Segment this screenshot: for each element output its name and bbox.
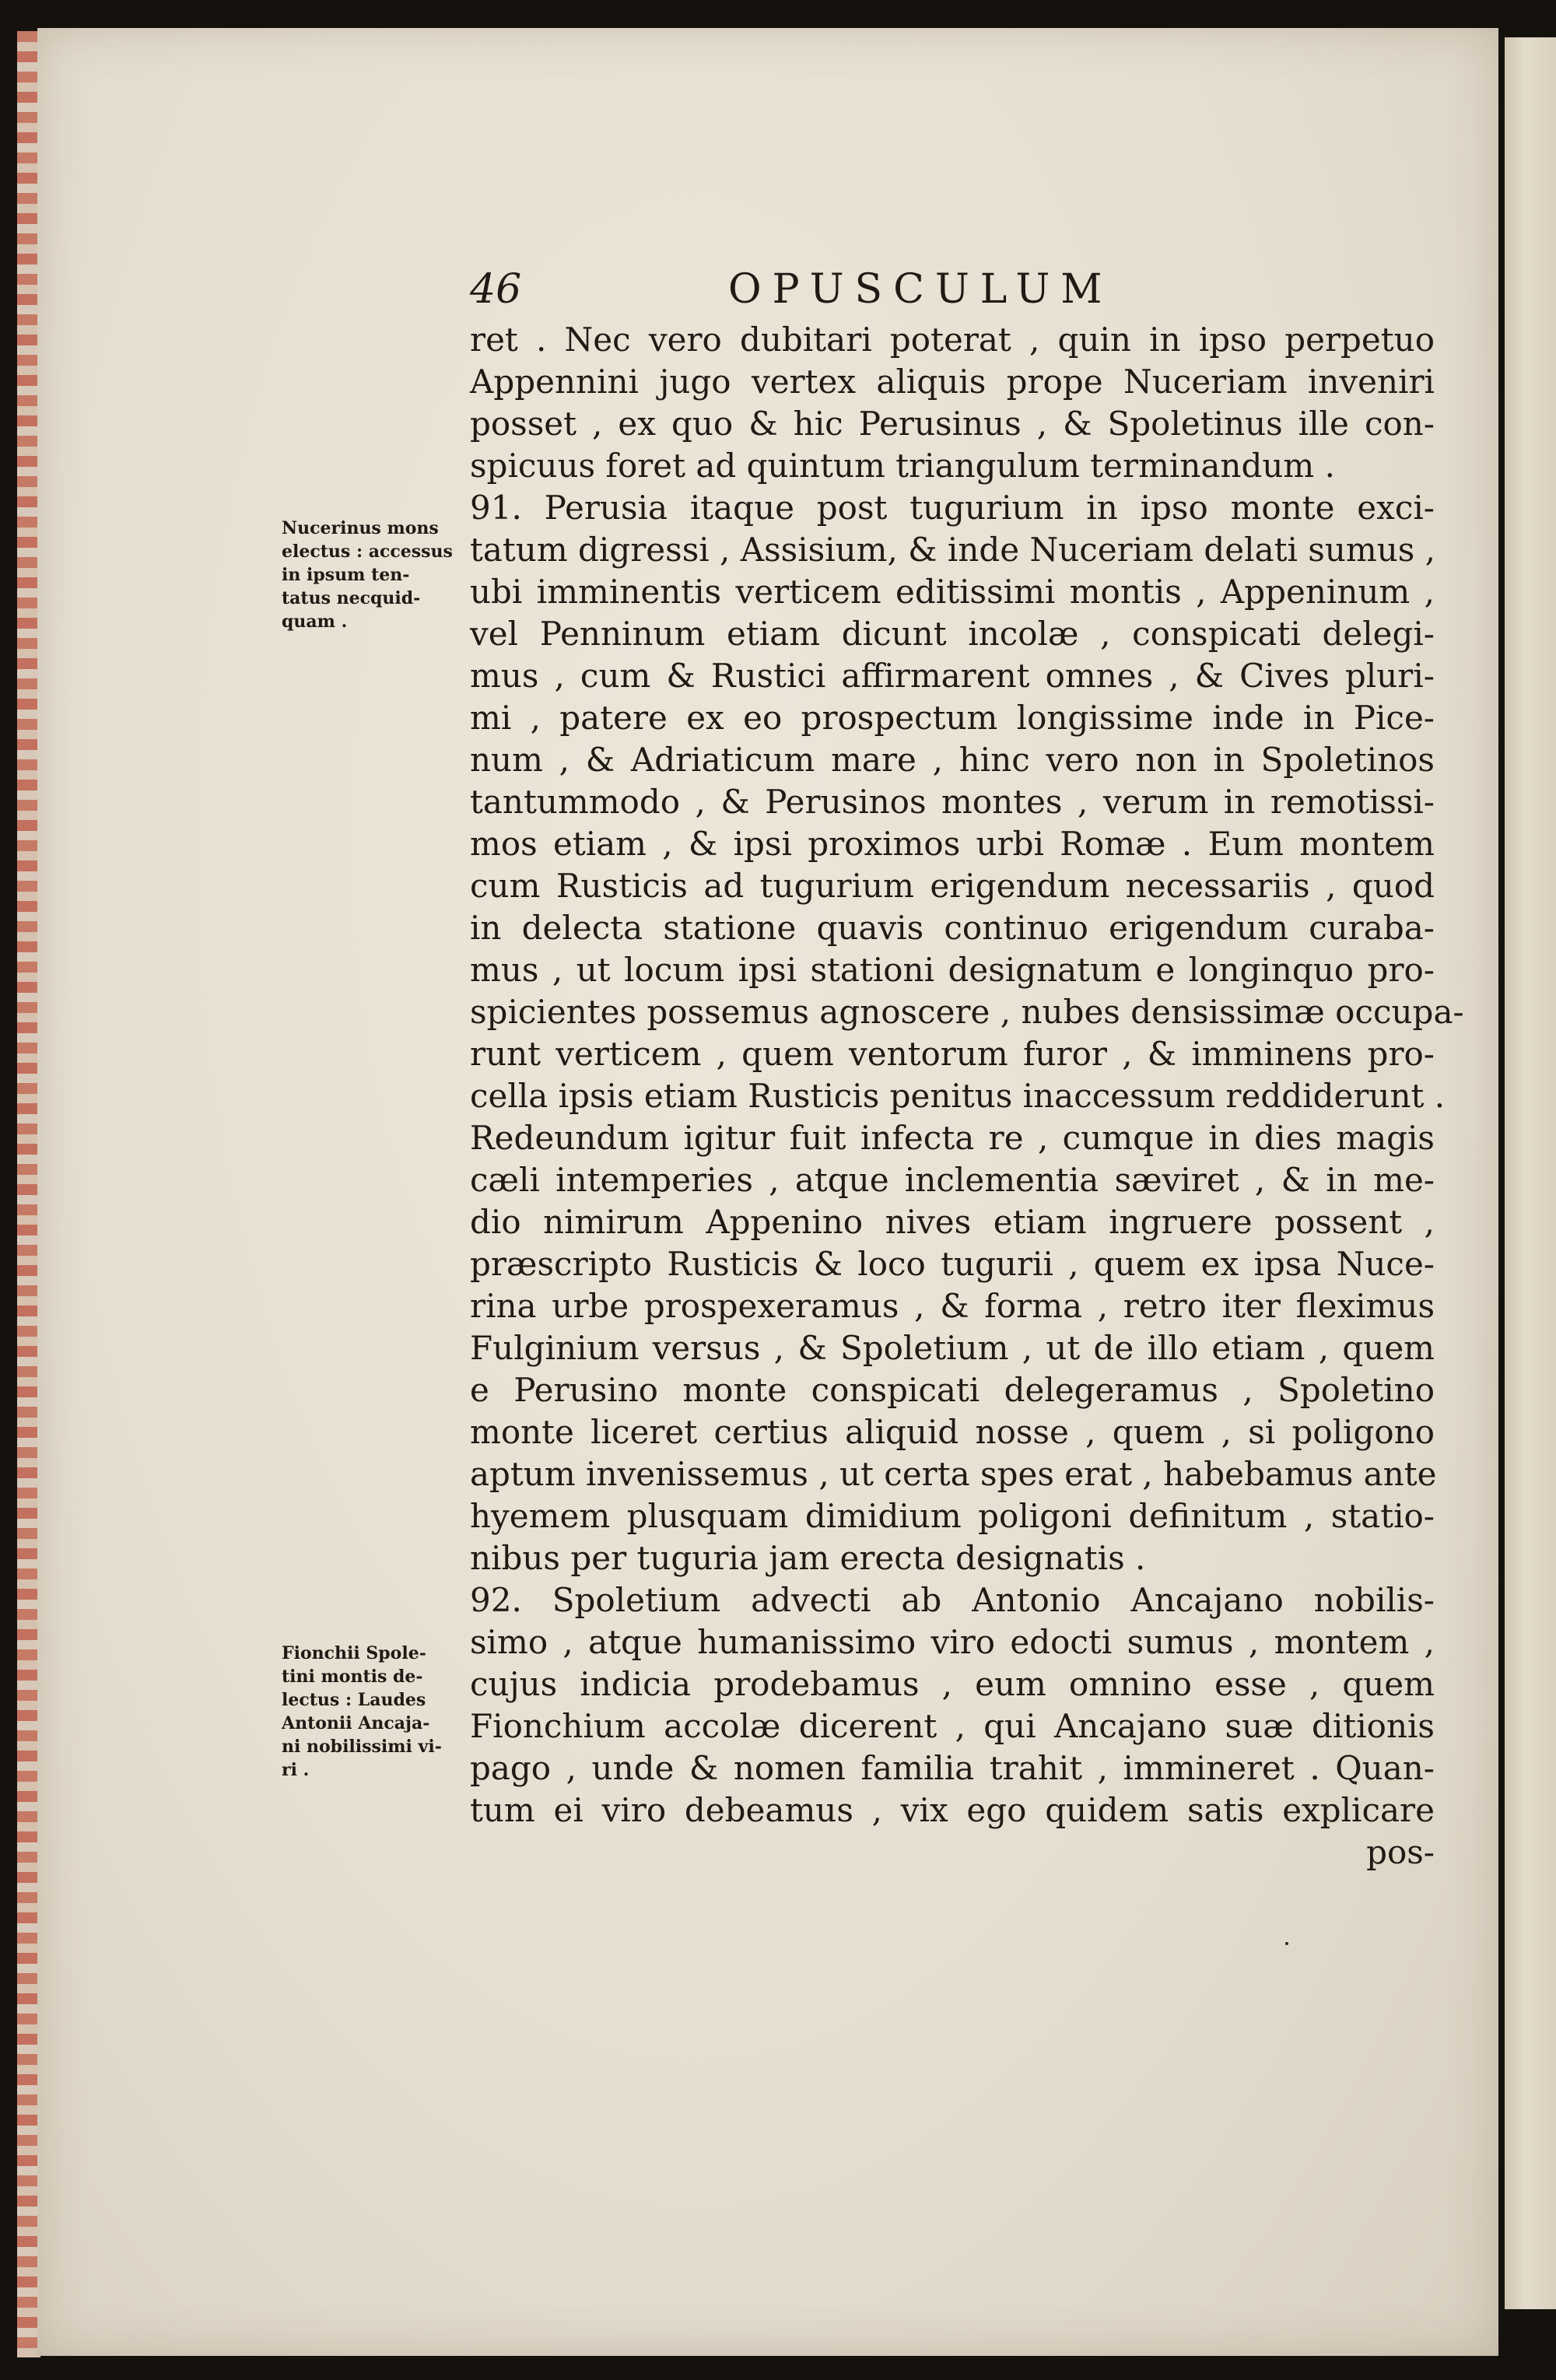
text-line: hyemem plusquam dimidium poligoni definitum , statio- [470,1497,1435,1535]
running-title: OPUSCULUM [728,266,1113,313]
text-line: ret . Nec vero dubitari poterat , quin in ipso perpetuo [470,321,1435,359]
margin-note-line: electus : accessus [282,542,453,562]
text-line: Fulginium versus , & Spoletium , ut de illo etiam , quem [470,1329,1435,1367]
text-line: pago , unde & nomen familia trahit , immineret . Quan- [470,1749,1435,1787]
text-line: nibus per tuguria jam erecta designatis . [470,1539,1146,1577]
margin-note-line: Antonii Ancaja- [282,1713,430,1733]
text-line: cujus indicia prodebamus , eum omnino esse , quem [470,1665,1435,1703]
page-number: 46 [470,266,522,313]
text-line: Appennini jugo vertex aliquis prope Nuceriam inveniri [470,363,1435,401]
text-line: rina urbe prospexeramus , & forma , retro iter fleximus [470,1287,1435,1325]
text-line: in delecta statione quavis continuo erigendum curaba- [470,909,1435,947]
page-header [470,266,1435,313]
text-line: ubi imminentis verticem editissimi montis , Appeninum , [470,573,1435,611]
text-line: Fionchium accolæ dicerent , qui Ancajano suæ ditionis [470,1707,1435,1745]
margin-note-line: Nucerinus mons [282,518,439,538]
text-line: vel Penninum etiam dicunt incolæ , conspicati delegi- [470,615,1435,653]
margin-note-fionchii [282,1642,468,1782]
adjacent-page-edge [1505,37,1556,2309]
margin-note-line: Fionchii Spole- [282,1643,426,1663]
margin-note-line: tini montis de- [282,1667,423,1687]
text-line: num , & Adriaticum mare , hinc vero non in Spoletinos [470,741,1435,779]
catchword: pos- [1366,1833,1435,1871]
margin-note-line: ni nobilissimi vi- [282,1737,442,1757]
text-line: tatum digressi , Assisium, & inde Nuceriam delati sumus , [470,531,1436,569]
text-line: spicientes possemus agnoscere , nubes densissimæ occupa- [470,993,1464,1031]
text-line: præscripto Rusticis & loco tugurii , quem ex ipsa Nuce- [470,1245,1435,1283]
text-line: mi , patere ex eo prospectum longissime inde in Pice- [470,699,1435,737]
text-line: Redeundum igitur fuit infecta re , cumque in dies magis [470,1119,1435,1157]
text-line: spicuus foret ad quintum triangulum terminandum . [470,447,1335,485]
text-line: cæli intemperies , atque inclementia sæviret , & in me- [470,1161,1435,1199]
text-line: e Perusino monte conspicati delegeramus , Spoletino [470,1371,1435,1409]
text-line: dio nimirum Appenino nives etiam ingruere possent , [470,1203,1435,1241]
text-line: aptum invenissemus , ut certa spes erat , habebamus ante [470,1455,1437,1493]
body-text [470,319,1464,1874]
text-line: tantummodo , & Perusinos montes , verum in remotissi- [470,783,1435,821]
margin-note-line: lectus : Laudes [282,1690,426,1710]
text-line: monte liceret certius aliquid nosse , quem , si poligono [470,1413,1435,1451]
margin-note-line: quam . [282,612,348,632]
margin-note-line: tatus necquid- [282,588,421,608]
margin-note-line: ri . [282,1760,310,1780]
margin-note-nucerinus [282,517,468,633]
text-line: posset , ex quo & hic Perusinus , & Spoletinus ille con- [470,405,1435,443]
text-line: simo , atque humanissimo viro edocti sumus , montem , [470,1623,1435,1661]
text-line: mus , ut locum ipsi stationi designatum e longinquo pro- [470,951,1435,989]
text-line: runt verticem , quem ventorum furor , & imminens pro- [470,1035,1435,1073]
paragraph-92-start: 92. Spoletium advecti ab Antonio Ancajano nobilis- [470,1581,1435,1619]
margin-note-line: in ipsum ten- [282,565,410,585]
text-line: mus , cum & Rustici affirmarent omnes , & Cives pluri- [470,657,1435,695]
ink-speck [1285,1942,1288,1945]
text-line: cella ipsis etiam Rusticis penitus inaccessum reddiderunt . [470,1077,1446,1115]
text-line: cum Rusticis ad tugurium erigendum necessariis , quod [470,867,1435,905]
paragraph-91-start: 91. Perusia itaque post tugurium in ipso monte exci- [470,489,1435,527]
text-line: mos etiam , & ipsi proximos urbi Romæ . Eum montem [470,825,1435,863]
text-line: tum ei viro debeamus , vix ego quidem satis explicare [470,1791,1435,1829]
